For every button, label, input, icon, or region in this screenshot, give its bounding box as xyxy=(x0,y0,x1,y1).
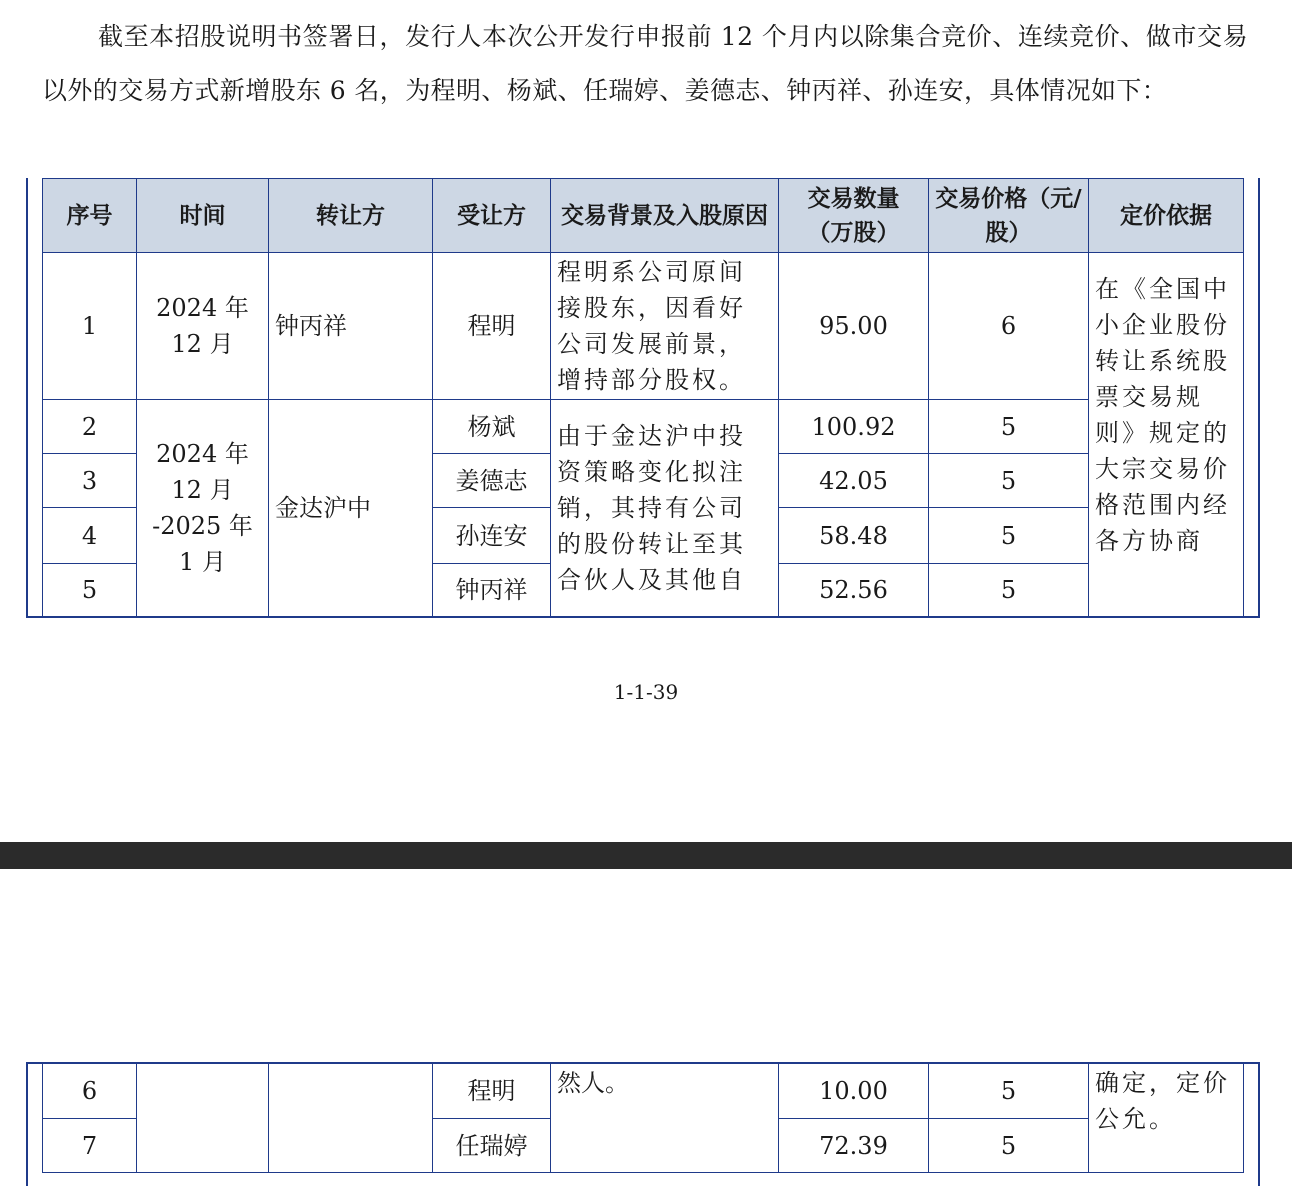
table-header-row xyxy=(43,179,1244,253)
row-transferee: 程明 xyxy=(433,1063,551,1119)
document-page-lower xyxy=(0,869,1292,1186)
row-transferee: 程明 xyxy=(433,253,551,400)
header-time: 时间 xyxy=(137,179,269,253)
page-frame-left-lower xyxy=(26,1062,28,1186)
group-transferor-cell: 金达沪中 xyxy=(269,400,433,617)
row-reason: 程明系公司原间接股东，因看好公司发展前景，增持部分股权。 xyxy=(551,253,779,400)
page-frame-left xyxy=(26,178,28,618)
row-no: 6 xyxy=(43,1063,137,1119)
header-transferee: 受让方 xyxy=(433,179,551,253)
row-quantity: 72.39 xyxy=(779,1119,929,1173)
shareholder-table xyxy=(42,178,1244,617)
page-number: 1-1-39 xyxy=(613,680,679,704)
table-row xyxy=(43,253,1244,400)
header-no: 序号 xyxy=(43,179,137,253)
intro-paragraph: 截至本招股说明书签署日，发行人本次公开发行申报前 12 个月内以除集合竞价、连续竞价、做市交易以外的交易方式新增股东 6 名，为程明、杨斌、任瑞婷、姜德志、钟丙祥、孙连安，具体情况如下： xyxy=(42,22,1248,105)
row-no: 2 xyxy=(43,400,137,454)
page-frame-right-lower xyxy=(1258,1062,1260,1186)
group-transferor-cell-continued xyxy=(269,1063,433,1173)
row-no: 1 xyxy=(43,253,137,400)
row-price: 5 xyxy=(929,454,1089,508)
row-price: 5 xyxy=(929,1119,1089,1173)
row-no: 7 xyxy=(43,1119,137,1173)
row-transferee: 姜德志 xyxy=(433,454,551,508)
row-transferee: 钟丙祥 xyxy=(433,564,551,617)
row-quantity: 95.00 xyxy=(779,253,929,400)
row-no: 5 xyxy=(43,564,137,617)
row-no: 4 xyxy=(43,508,137,564)
row-price: 6 xyxy=(929,253,1089,400)
table-row xyxy=(43,1063,1244,1119)
row-price: 5 xyxy=(929,508,1089,564)
row-transferee: 孙连安 xyxy=(433,508,551,564)
row-price: 5 xyxy=(929,564,1089,617)
row-no: 3 xyxy=(43,454,137,508)
pricing-basis-cell: 在《全国中小企业股份转让系统股票交易规则》规定的大宗交易价格范围内经各方协商 xyxy=(1089,253,1244,617)
group-time-cell-continued xyxy=(137,1063,269,1173)
group-time-cell: 2024 年 12 月 -2025 年 1 月 xyxy=(137,400,269,617)
page-frame-right xyxy=(1258,178,1260,618)
header-quantity: 交易数量（万股） xyxy=(779,179,929,253)
row-quantity: 52.56 xyxy=(779,564,929,617)
header-price: 交易价格（元/股） xyxy=(929,179,1089,253)
shareholder-table-continued xyxy=(42,1062,1244,1173)
header-basis: 定价依据 xyxy=(1089,179,1244,253)
row-quantity: 10.00 xyxy=(779,1063,929,1119)
row-transferee: 杨斌 xyxy=(433,400,551,454)
row-price: 5 xyxy=(929,1063,1089,1119)
row-price: 5 xyxy=(929,400,1089,454)
page-break-bar xyxy=(0,842,1292,869)
row-quantity: 42.05 xyxy=(779,454,929,508)
table-row xyxy=(43,400,1244,454)
header-reason: 交易背景及入股原因 xyxy=(551,179,779,253)
row-quantity: 58.48 xyxy=(779,508,929,564)
header-transferor: 转让方 xyxy=(269,179,433,253)
row-quantity: 100.92 xyxy=(779,400,929,454)
row-transferee: 任瑞婷 xyxy=(433,1119,551,1173)
row-time: 2024 年 12 月 xyxy=(137,253,269,400)
group-reason-cell-continued: 然人。 xyxy=(551,1063,779,1173)
pricing-basis-cell-continued: 确定，定价公允。 xyxy=(1089,1063,1244,1173)
row-transferor: 钟丙祥 xyxy=(269,253,433,400)
group-reason-cell: 由于金达沪中投资策略变化拟注销，其持有公司的股份转让至其合伙人及其他自 xyxy=(551,400,779,617)
